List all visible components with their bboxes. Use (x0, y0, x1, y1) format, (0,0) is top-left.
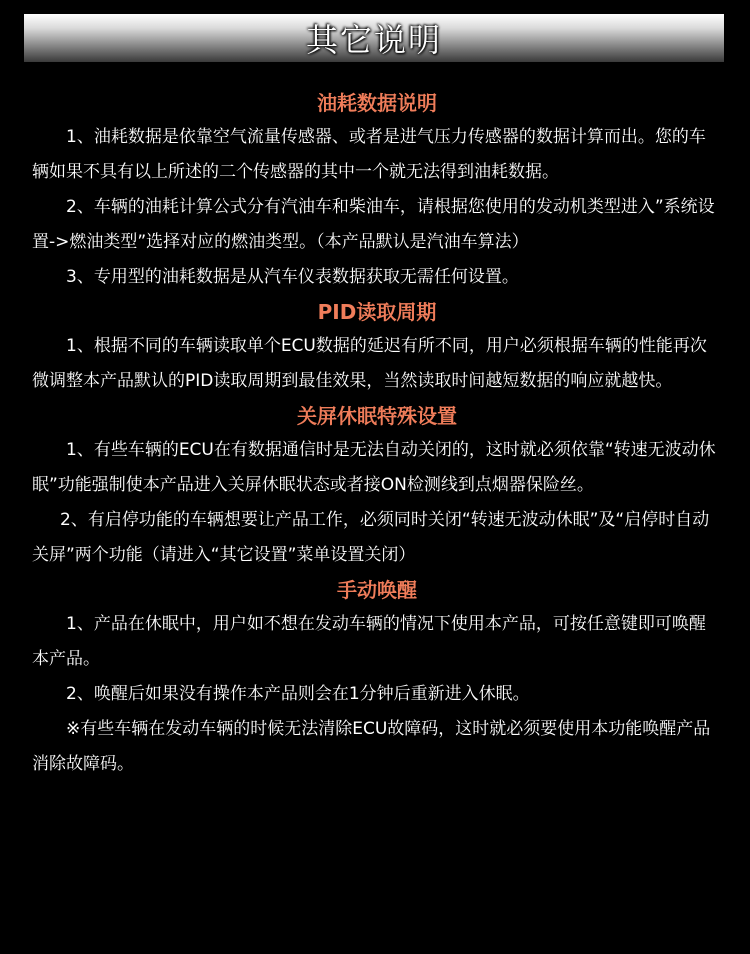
wake-paragraph-3: ※有些车辆在发动车辆的时候无法清除ECU故障码，这时就必须要使用本功能唤醒产品消除故障码。 (32, 719, 711, 774)
fuel-paragraph-1: 1、油耗数据是依靠空气流量传感器、或者是进气压力传感器的数据计算而出。您的车辆如果不具有以上所述的二个传感器的其中一个就无法得到油耗数据。 (32, 127, 706, 182)
fuel-paragraph-2: 2、车辆的油耗计算公式分有汽油车和柴油车，请根据您使用的发动机类型进入”系统设置->燃油类型”选择对应的燃油类型。（本产品默认是汽油车算法） (32, 197, 715, 252)
section-heading-fuel: 油耗数据说明 (317, 91, 437, 115)
pid-paragraph-1: 1、根据不同的车辆读取单个ECU数据的延迟有所不同，用户必须根据车辆的性能再次微调整本产品默认的PID读取周期到最佳效果，当然读取时间越短数据的响应就越快。 (32, 336, 707, 391)
title-banner (24, 14, 724, 62)
section-heading-wake: 手动唤醒 (337, 578, 417, 602)
sleep-paragraph-2: 2、有启停功能的车辆想要让产品工作，必须同时关闭“转速无波动休眠”及“启停时自动关屏”两个功能（请进入“其它设置”菜单设置关闭） (32, 510, 710, 565)
wake-paragraph-1: 1、产品在休眠中，用户如不想在发动车辆的情况下使用本产品，可按任意键即可唤醒本产品。 (32, 614, 706, 669)
page-title: 其它说明 (305, 21, 442, 59)
section-heading-pid: PID读取周期 (317, 300, 437, 324)
wake-paragraph-2: 2、唤醒后如果没有操作本产品则会在1分钟后重新进入休眠。 (66, 684, 530, 704)
sleep-paragraph-1: 1、有些车辆的ECU在有数据通信时是无法自动关闭的，这时就必须依靠“转速无波动休眠”功能强制使本产品进入关屏休眠状态或者接ON检测线到点烟器保险丝。 (32, 440, 716, 495)
section-heading-sleep: 关屏休眠特殊设置 (297, 404, 457, 428)
content (32, 86, 722, 782)
fuel-paragraph-3: 3、专用型的油耗数据是从汽车仪表数据获取无需任何设置。 (66, 267, 519, 287)
